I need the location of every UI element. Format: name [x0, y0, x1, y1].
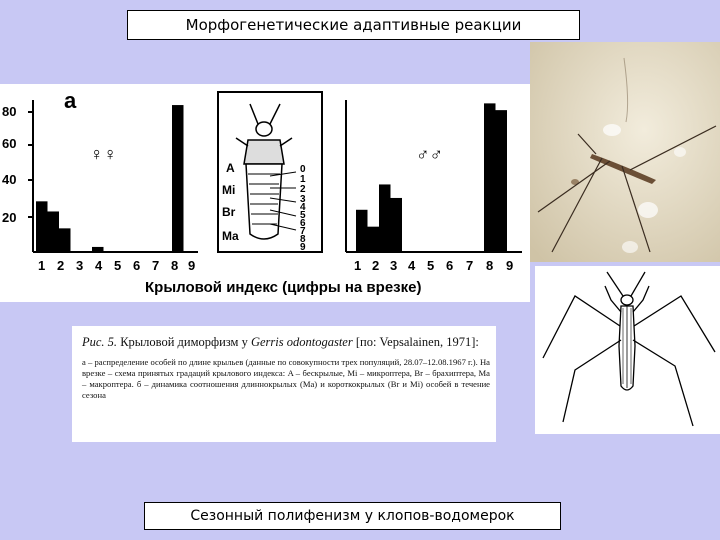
x-ticks-left [38, 258, 195, 273]
slide-title: Морфогенетические адаптивные реакции [127, 10, 580, 40]
histogram-figure [0, 84, 530, 302]
water-strider-photo [530, 42, 720, 262]
inset-number: 2 [300, 184, 306, 195]
panel-label: a [64, 88, 77, 113]
x-ticks-right [354, 258, 513, 273]
bars-males [356, 103, 507, 252]
y-tick-80: 80 [2, 104, 17, 119]
inset-number: 5 [300, 210, 306, 221]
histogram-bar [172, 105, 184, 252]
inset-number: 1 [300, 174, 306, 185]
x-tick: 9 [506, 258, 514, 273]
x-tick: 5 [114, 258, 122, 273]
histogram-bar [484, 103, 496, 252]
x-tick: 5 [427, 258, 435, 273]
caption-fig-label: Рис. 5. [82, 335, 118, 349]
males-symbol: ♂♂ [416, 144, 443, 164]
inset-label-mi: Mi [222, 183, 236, 197]
x-tick: 2 [57, 258, 65, 273]
x-tick: 6 [446, 258, 454, 273]
x-tick: 7 [466, 258, 474, 273]
histogram-bar [356, 210, 368, 252]
figure-caption [72, 326, 496, 442]
inset-label-a: A [226, 161, 235, 175]
histogram-bar [391, 198, 403, 252]
inset-number: 0 [300, 164, 306, 175]
histogram-bar [496, 110, 508, 252]
x-axis-label: Крыловой индекс (цифры на врезке) [145, 279, 422, 296]
histogram-bar [92, 247, 104, 252]
x-tick: 3 [390, 258, 398, 273]
histogram-bar [48, 211, 60, 252]
x-tick: 6 [133, 258, 141, 273]
histogram-svg [0, 84, 530, 302]
inset-number: 7 [300, 226, 306, 237]
y-tick-20: 20 [2, 210, 17, 225]
histogram-bar [59, 228, 71, 252]
inset-number: 8 [300, 234, 306, 245]
x-tick: 4 [95, 258, 103, 273]
inset-label-ma: Ma [222, 229, 239, 243]
y-tick-40: 40 [2, 172, 17, 187]
x-tick: 9 [188, 258, 196, 273]
water-strider-drawing [535, 266, 720, 434]
histogram-bar [379, 184, 391, 252]
x-tick: 8 [171, 258, 179, 273]
histogram-bar [368, 227, 380, 252]
inset-number: 9 [300, 242, 306, 253]
x-tick: 1 [354, 258, 362, 273]
inset-number: 6 [300, 218, 306, 229]
x-tick: 8 [486, 258, 494, 273]
y-tick-60: 60 [2, 136, 17, 151]
histogram-bar [36, 201, 48, 252]
slide-subtitle: Сезонный полифенизм у клопов-водомерок [144, 502, 561, 530]
caption-species: Gerris odontogaster [250, 335, 353, 349]
caption-body: а – распределение особей по длине крыльев (данные по совокупности трех популяций, 28.07–12.08.1967 г.). На врезке – схема принятых градаций крылового индекса: A – бескрылые, Mi – микроптера, Br – брахиптера, Ma – макроптера. б – динамика соотношения длиннокрылых (Ma) и короткокрылых (Br и Mi) особей в течение сезона [82, 357, 490, 400]
x-tick: 7 [152, 258, 160, 273]
caption-main-text: Крыловой диморфизм у [120, 335, 248, 349]
females-symbol: ♀♀ [90, 144, 117, 164]
x-tick: 2 [372, 258, 380, 273]
inset-number: 4 [300, 202, 306, 213]
bars-females [36, 105, 184, 252]
x-tick: 1 [38, 258, 46, 273]
inset-label-br: Br [222, 205, 236, 219]
x-tick: 3 [76, 258, 84, 273]
x-tick: 4 [408, 258, 416, 273]
caption-reference: [по: Vepsalainen, 1971]: [355, 335, 479, 349]
inset-number: 3 [300, 194, 306, 205]
inset-wing-scheme [218, 92, 322, 253]
